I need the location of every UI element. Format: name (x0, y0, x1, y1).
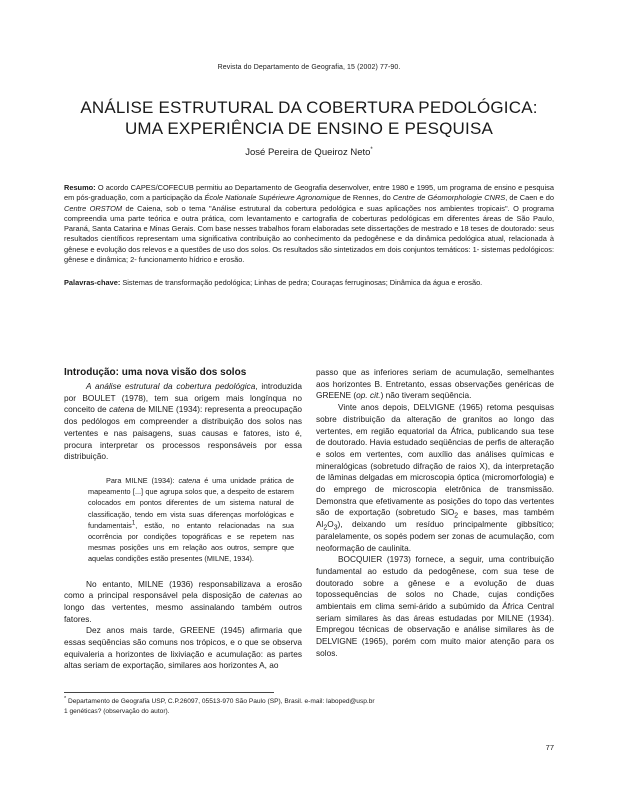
italic-text: op. cit. (356, 390, 381, 401)
paragraph: Dez anos mais tarde, GREENE (1945) afirmaria que essas seqüências são comuns nos trópicos, e o que se observa equivaleria a horizontes de lixiviação e acumulação: as partes altas seriam de exportação, similares aos horizontes A, ao (64, 625, 302, 671)
paragraph-text: e bases, mas também Al (316, 507, 554, 530)
paragraph-text: O (327, 519, 334, 530)
keywords-text: Sistemas de transformação pedológica; Linhas de pedra; Couraças ferruginosas; Dinâmica da água e erosão. (120, 278, 483, 287)
abstract-italic: Centre de Géomorphologie CNRS (392, 193, 506, 203)
footnote-text: Departamento de Geografia USP, C.P.26097, 05513-970 São Paulo (SP), Brasil. e-mail: laboped@usp.br (66, 698, 375, 705)
footnote-divider (64, 692, 274, 693)
footnote-mark: * (64, 695, 67, 702)
subscript: 2 (323, 524, 328, 532)
block-quote (88, 475, 294, 565)
author-footnote-mark: * (370, 146, 373, 153)
paragraph (64, 381, 302, 463)
abstract-text: , de Caen e do (505, 193, 554, 203)
abstract-italic: École Nationale Supérieure Agronomique (204, 193, 341, 203)
keywords (64, 278, 554, 288)
subscript: 3 (333, 524, 338, 532)
paragraph-text: de MILNE (1934): representa a preocupação dos pedólogos em compreender a distribuição dos solos nas vertentes e nas paisagens, suas causas e fatores, isto é, procura interpretar os processos responsáveis por essa distribuição. (64, 404, 302, 462)
left-column (64, 367, 302, 672)
journal-citation: Revista do Departamento de Geografia, 15 (2002) 77-90. (217, 64, 401, 71)
footnote-1: 1 genéticas? (observação do autor). (64, 707, 170, 715)
abstract-text: O acordo CAPES/COFECUB permitiu ao Departamento de Geografia desenvolver, entre 1980 e 1995, um programa de ensino e pesquisa em pós-graduação, com a participação da (64, 183, 554, 203)
quote-text: é uma unidade prática de mapeamento [...] que agrupa solos que, a despeito de estarem colocados em pontos diferentes de um sistema natural de classificação, tendo em vista suas diferenças morfológicas e fundamentais (88, 475, 294, 530)
page-number: 77 (545, 743, 554, 752)
subscript: 2 (454, 513, 459, 521)
abstract (64, 183, 554, 265)
quote-text: Para MILNE (1934): (106, 475, 179, 485)
abstract-label: Resumo: (64, 183, 96, 192)
title-line-2: UMA EXPERIÊNCIA DE ENSINO E PESQUISA (124, 119, 494, 138)
paragraph-text: passo que as inferiores seriam de acumulação, semelhantes aos horizontes B. Entretanto, essas observações genéricas de GREENE ( (316, 367, 554, 401)
italic-text: catena (109, 404, 135, 415)
footnote-affiliation (64, 697, 554, 707)
paragraph (316, 402, 554, 554)
article-title (40, 97, 578, 139)
paragraph-text: ) não tiveram seqüência. (380, 390, 472, 401)
paragraph-text: ao longo das vertentes, mesmo assinalando também outros fatores. (64, 590, 302, 624)
quote-italic: catena (178, 475, 201, 485)
italic-text: catenas (259, 590, 289, 601)
abstract-italic: Centre ORSTOM (64, 203, 122, 213)
abstract-text: de Rennes, do (340, 193, 393, 203)
footnote-ref: 1 (131, 519, 136, 527)
footnotes (64, 697, 554, 716)
title-line-1: ANÁLISE ESTRUTURAL DA COBERTURA PEDOLÓGICA: (80, 98, 538, 117)
paragraph-text: Vinte anos depois, DELVIGNE (1965) retoma pesquisas sobre distribuição da alteração de granitos ao longo das vertentes, em região equatorial da África, publicando sua tese de doutorado. Havia estudado seqüências de perfis de alteração e solos em vertentes, com auxílio das análises químicas e mineralógicas (sobretudo difração de raios X), da interpretação de lâminas delgadas em microscopia óptica (micromorfologia) e do emprego de microscopia eletrônica de transmissão. Demonstra que efetivamente as posições do topo das vertentes são de exportação (sobretudo SiO (316, 402, 554, 518)
paragraph (316, 367, 554, 402)
right-column (316, 367, 554, 660)
abstract-text: de Caiena, sob o tema "Análise estrutural da cobertura pedológica e suas aplicações nos ambientes tropicais". O programa compreendia uma parte teórica e outra prática, com levantamento e cartografia de coberturas pedológicas em diferentes áreas de São Paulo, Paraná, Santa Catarina e Minas Gerais. Com base nesses trabalhos foram elaboradas sete dissertações de mestrado e 18 teses de doutorado: seus resultados científicos representam uma significativa contribuição ao conhecimento da pedogênese e da dinâmica pedológica atual, relacionada à gênese e evolução dos relevos e a questões de uso dos solos. Os resultados são sintetizados em dois conjuntos temáticos: 1- sistemas pedológicos: gênese e dinâmica; 2- funcionamento hídrico e erosão. (64, 203, 554, 265)
paragraph-text: ), deixando um resíduo principalmente gibbsítico; paralelamente, os sopés podem ser zonas de acumulação, com neoformação de caulinita. (316, 519, 554, 553)
paragraph-text: , introduzida por BOULET (1978), tem sua origem mais longínqua no conceito de (64, 381, 303, 415)
paragraph: BOCQUIER (1973) fornece, a seguir, uma contribuição fundamental ao estudo da pedogênese, com sua tese de doutorado sobre a gênese e a evolução de duas topossequências de solos no Chade, cujas condições ambientais em clima semi-árido a subúmido da África Central seriam similares às das áreas estudadas por MILNE (1934). Empregou técnicas de observação e análise similares às de DELVIGNE (1965), porém com muito maior atenção para os solos. (316, 554, 554, 658)
paragraph-text: No entanto, MILNE (1936) responsabilizava a erosão como a principal responsável pela disposição de (64, 578, 302, 601)
italic-text: A análise estrutural da cobertura pedológica (86, 381, 256, 391)
author-name: José Pereira de Queiroz Neto (245, 147, 371, 158)
section-heading: Introdução: uma nova visão dos solos (64, 367, 247, 378)
quote-text: , estão, no entanto relacionadas na sua ocorrência por condições topográficas e se repetem nas mesmas posições uns em relação aos outros, sempre que aquelas condições estão presentes (MILNE, 1934). (88, 520, 294, 564)
author-line (0, 147, 618, 158)
keywords-label: Palavras-chave: (64, 278, 121, 287)
paragraph (64, 579, 302, 626)
